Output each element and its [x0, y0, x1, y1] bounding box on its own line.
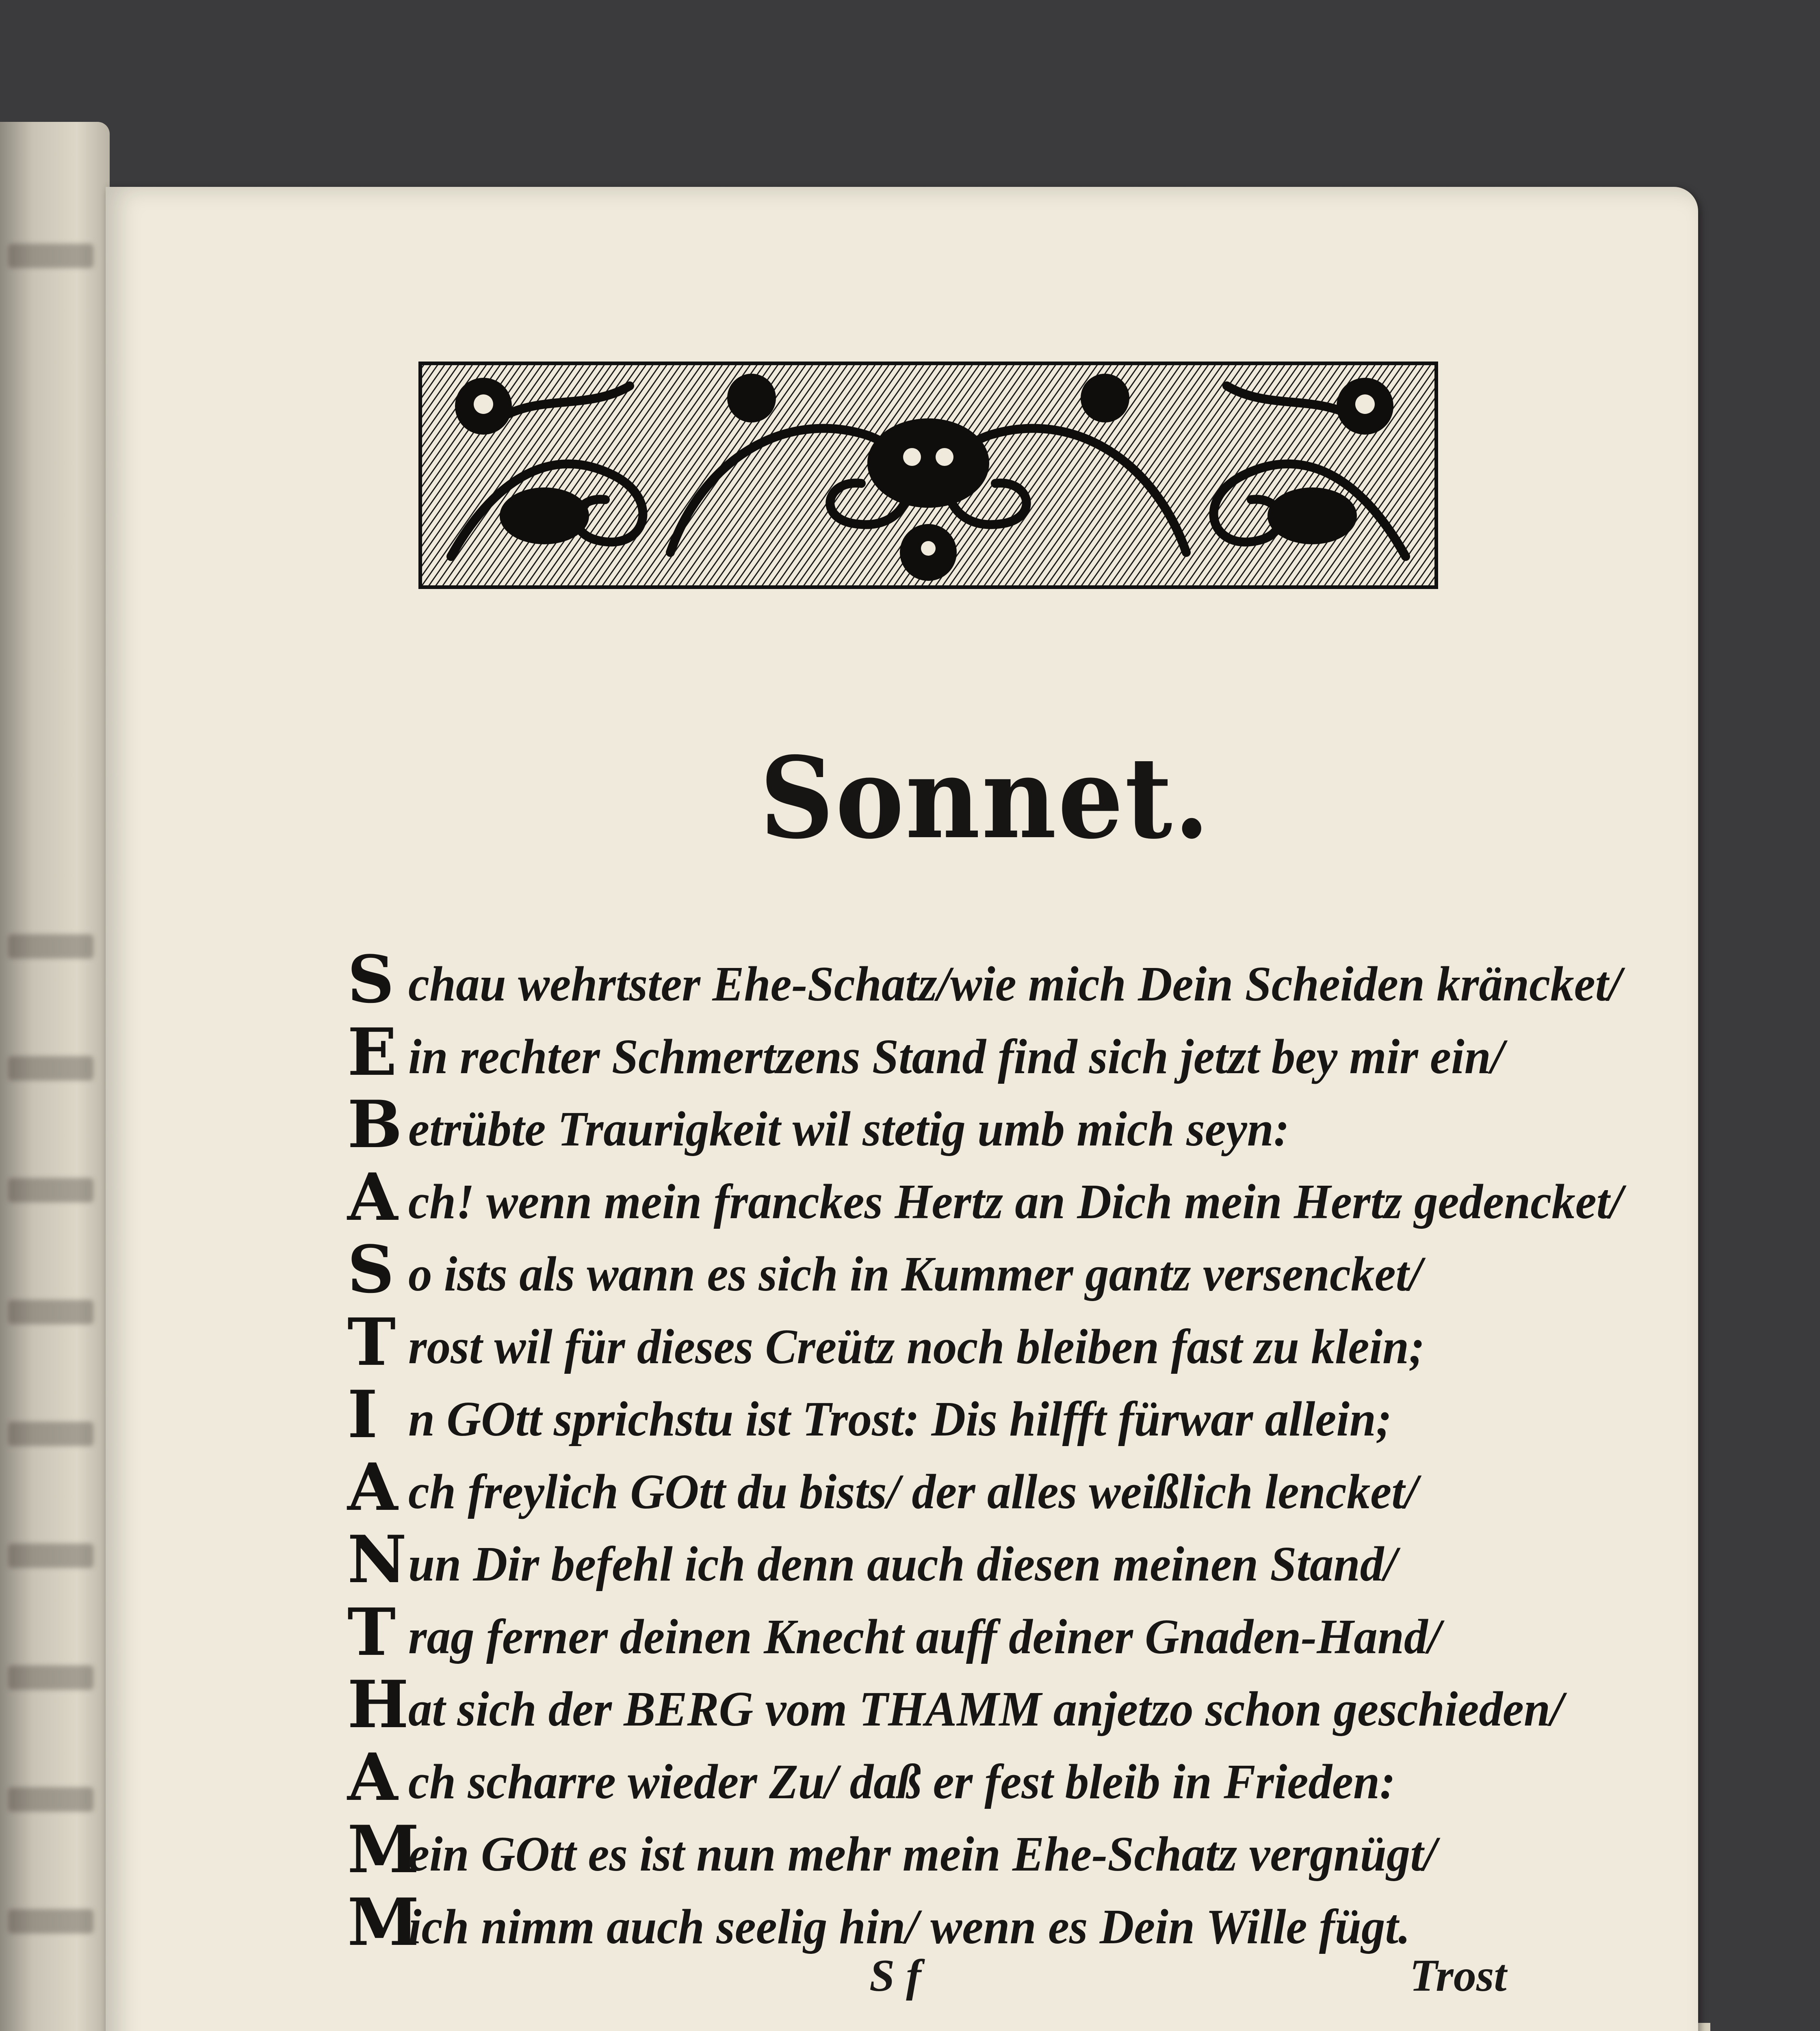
line-text: ich nimm auch seelig hin/ wenn es Dein Wille fügt. [408, 1899, 1410, 1954]
poem-line [347, 1158, 1623, 1235]
poem-line [347, 1666, 1566, 1743]
drop-initial: M [347, 1811, 420, 1888]
drop-initial: A [347, 1158, 398, 1235]
poem-line [347, 1450, 1566, 1523]
poem-line [347, 1885, 1566, 1958]
poem-line [347, 1376, 1566, 1453]
left-page-edge [0, 122, 110, 2031]
drop-initial: B [347, 1086, 403, 1163]
line-text: o ists als wann es sich in Kummer gantz versencket/ [408, 1247, 1422, 1301]
drop-initial: A [347, 1739, 398, 1815]
drop-initial: S [347, 941, 394, 1018]
signature-mark: S f [869, 1951, 921, 2001]
poem-line [347, 1305, 1566, 1378]
ornament-headpiece [418, 362, 1438, 589]
poem-line [347, 1015, 1566, 1088]
drop-initial: T [347, 1303, 396, 1380]
drop-initial: E [347, 1013, 397, 1090]
page-title: Sonnet. [760, 732, 1211, 864]
line-text: n GOtt sprichstu ist Trost: Dis hilfft fürwar allein; [408, 1392, 1392, 1446]
line-text: rag ferner deinen Knecht auff deiner Gnaden-Hand/ [408, 1609, 1441, 1664]
poem-line [347, 1595, 1566, 1668]
drop-initial: S [347, 1231, 394, 1308]
poem-line [347, 1231, 1566, 1308]
line-text: ch scharre wieder Zu/ daß er fest bleib in Frieden: [408, 1754, 1396, 1809]
drop-initial: A [347, 1449, 398, 1525]
poem-line [347, 1086, 1566, 1163]
line-text: etrübte Traurigkeit wil stetig umb mich seyn: [408, 1102, 1289, 1156]
line-text: at sich der BERG vom THAMM anjetzo schon geschieden/ [408, 1682, 1564, 1737]
poem-line [347, 1811, 1566, 1888]
drop-initial: T [347, 1594, 396, 1670]
poem-line [347, 1740, 1566, 1813]
drop-initial: N [347, 1521, 407, 1598]
drop-initial: M [347, 1884, 420, 1960]
line-text: ch! wenn mein franckes Hertz an Dich mein Hertz gedencket/ [408, 1174, 1623, 1229]
poem-line [347, 1521, 1566, 1598]
drop-initial: H [347, 1666, 409, 1743]
catchword: Trost [1410, 1951, 1507, 2001]
line-text: rost wil für dieses Creütz noch bleiben fast zu klein; [408, 1319, 1425, 1374]
line-text: ch freylich GOtt du bists/ der alles weißlich lencket/ [408, 1464, 1418, 1519]
drop-initial: I [347, 1376, 378, 1453]
line-text: chau wehrtster Ehe-Schatz/wie mich Dein Scheiden kräncket/ [408, 957, 1622, 1011]
poem-line [347, 941, 1622, 1018]
sonnet-body [347, 941, 1623, 1960]
line-text: un Dir befehl ich denn auch diesen meinen Stand/ [408, 1537, 1397, 1591]
line-text: ein GOtt es ist nun mehr mein Ehe-Schatz vergnügt/ [408, 1827, 1437, 1882]
line-text: in rechter Schmertzens Stand find sich jetzt bey mir ein/ [408, 1029, 1504, 1084]
